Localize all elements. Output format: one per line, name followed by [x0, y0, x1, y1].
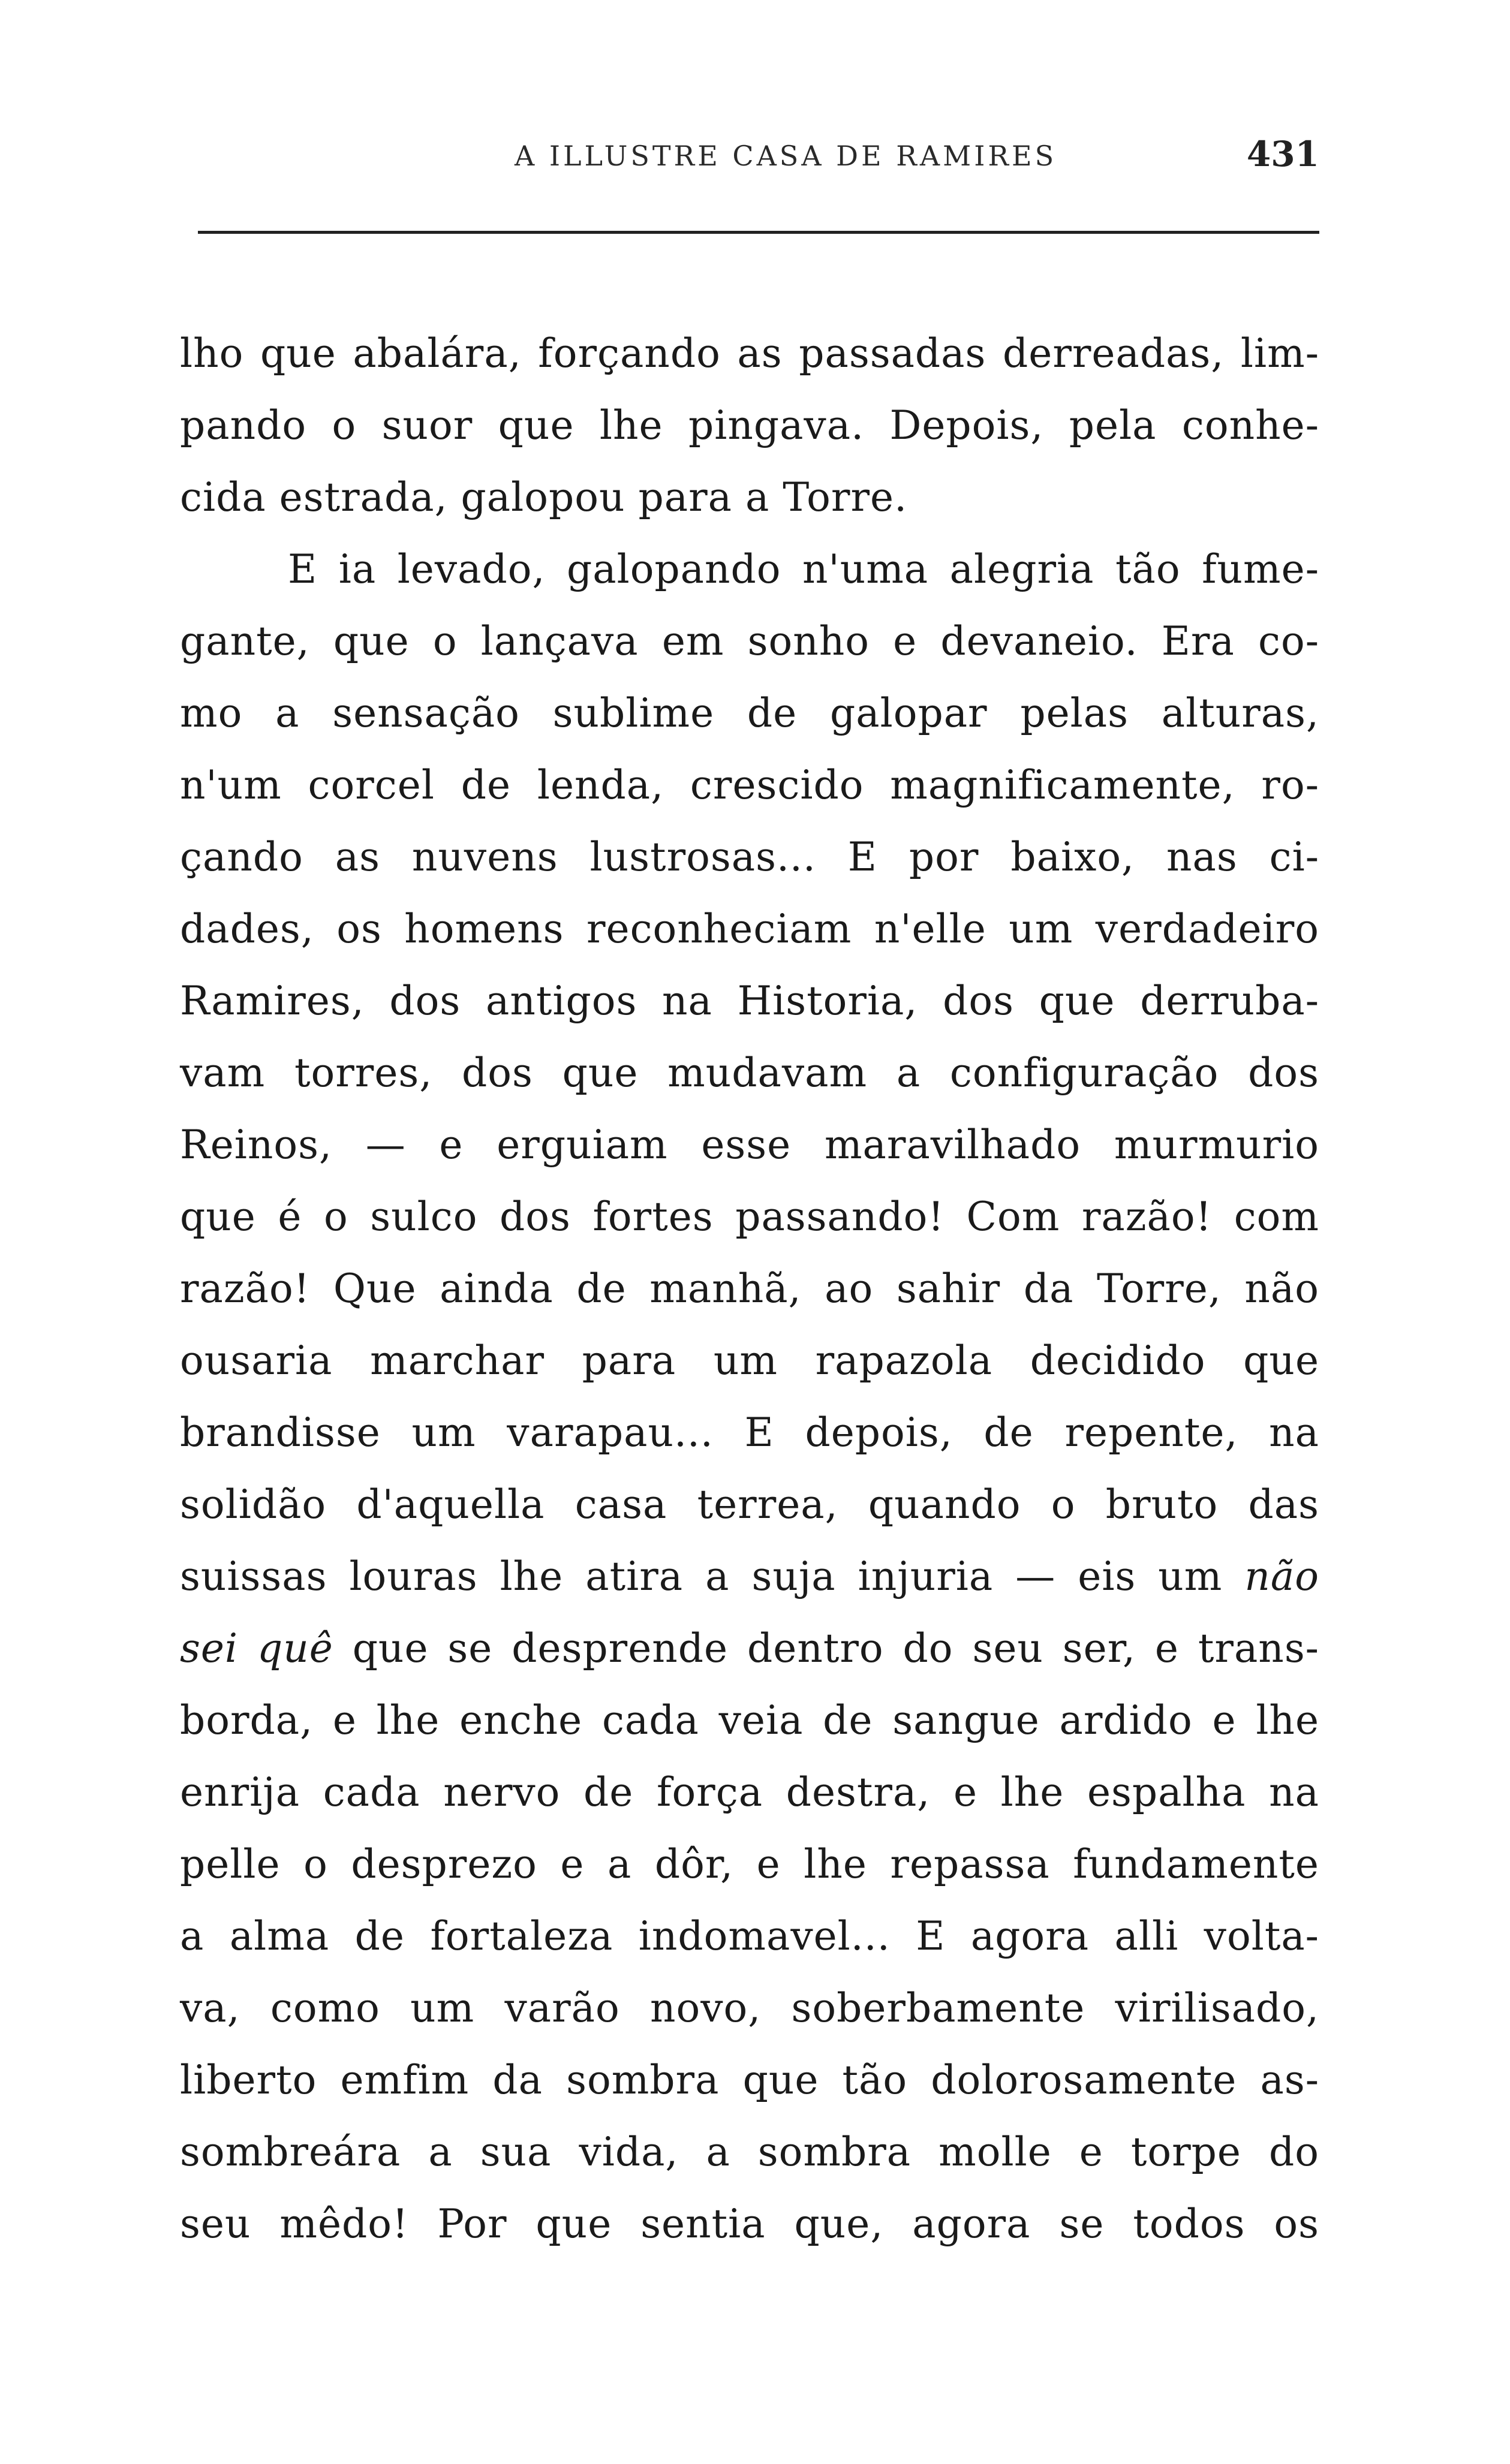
text-line: Reinos, — e erguiam esse maravilhado murmurio — [180, 1122, 1319, 1168]
text-line: vam torres, dos que mudavam a configuração dos — [180, 1050, 1319, 1096]
text-line — [180, 1613, 1319, 1685]
text-line: sombreára a sua vida, a sombra molle e torpe do — [180, 2129, 1319, 2175]
text-line: va, como um varão novo, soberbamente virilisado, — [180, 1985, 1319, 2031]
text-line: mo a sensação sublime de galopar pelas alturas, — [180, 690, 1319, 736]
italic-segment: sei quê — [180, 1625, 333, 1671]
text-line: solidão d'aquella casa terrea, quando o bruto das — [180, 1481, 1319, 1528]
page-header — [198, 123, 1319, 189]
text-line: enrija cada nervo de força destra, e lhe espalha na — [180, 1769, 1319, 1815]
text-line: liberto emfim da sombra que tão dolorosamente as- — [180, 2057, 1319, 2103]
text-line: gante, que o lançava em sonho e devaneio. Era co- — [180, 618, 1319, 664]
text-line: razão! Que ainda de manhã, ao sahir da Torre, não — [180, 1266, 1319, 1312]
text-line: que é o sulco dos fortes passando! Com razão! com — [180, 1194, 1319, 1240]
text-line: lho que abalára, forçando as passadas derreadas, lim- — [180, 330, 1319, 376]
text-line: pelle o desprezo e a dôr, e lhe repassa fundamente — [180, 1841, 1319, 1887]
text-line: n'um corcel de lenda, crescido magnificamente, ro- — [180, 762, 1319, 808]
italic-segment: não — [1244, 1553, 1319, 1600]
text-line: ousaria marchar para um rapazola decidido que — [180, 1338, 1319, 1384]
text-segment: que se desprende dentro do seu ser, e trans- — [352, 1625, 1319, 1671]
body-text — [180, 318, 1319, 2260]
text-line: a alma de fortaleza indomavel... E agora alli volta- — [180, 1913, 1319, 1959]
text-segment: suissas louras lhe atira a suja injuria — eis um — [180, 1553, 1223, 1600]
text-line: çando as nuvens lustrosas... E por baixo, nas ci- — [180, 834, 1319, 880]
page-number: 431 — [1246, 134, 1319, 174]
text-line: borda, e lhe enche cada veia de sangue ardido e lhe — [180, 1697, 1319, 1743]
text-line: brandisse um varapau... E depois, de repente, na — [180, 1409, 1319, 1456]
text-line: seu mêdo! Por que sentia que, agora se todos os — [180, 2201, 1319, 2247]
text-line: cida estrada, galopou para a Torre. — [180, 474, 908, 520]
text-line: Ramires, dos antigos na Historia, dos que derruba- — [180, 978, 1319, 1024]
running-title: A ILLUSTRE CASA DE RAMIRES — [515, 140, 1057, 172]
text-line: E ia levado, galopando n'uma alegria tão fume- — [288, 546, 1319, 592]
header-rule — [198, 231, 1319, 234]
text-line: pando o suor que lhe pingava. Depois, pela conhe- — [180, 402, 1319, 448]
text-line — [180, 1541, 1319, 1613]
text-line: dades, os homens reconheciam n'elle um verdadeiro — [180, 906, 1319, 952]
